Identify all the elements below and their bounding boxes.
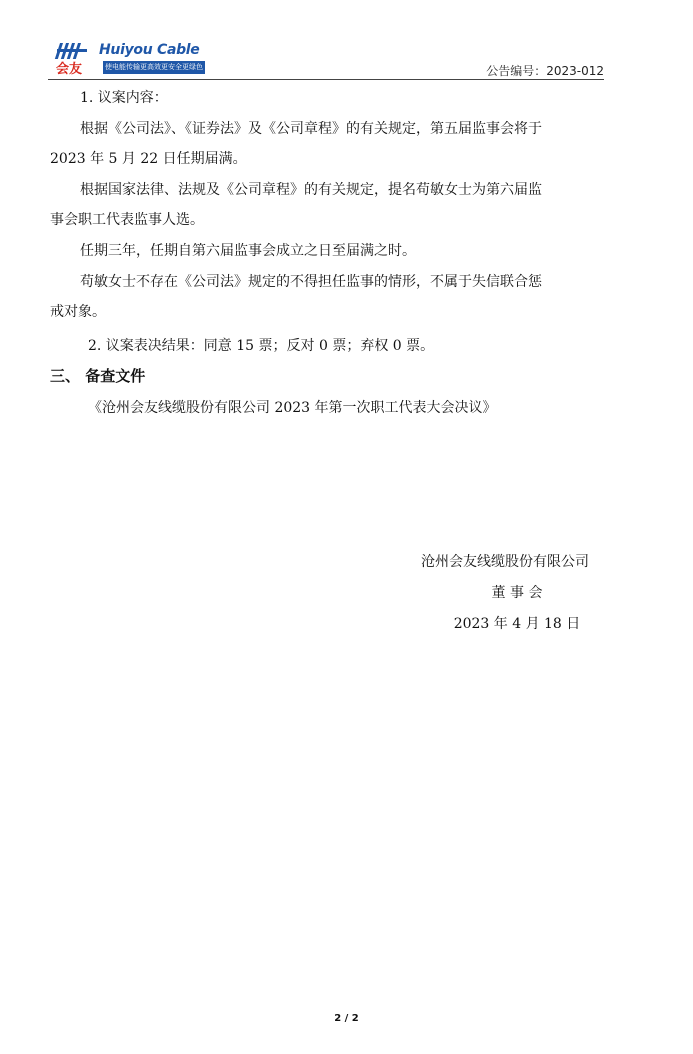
signature-date: 2023 年 4 月 18 日 (453, 616, 581, 632)
item2-vote-result: 2. 议案表决结果：同意 15 票；反对 0 票；弃权 0 票。 (88, 338, 435, 354)
logo-tagline: 使电能传输更高效更安全更绿色 (103, 61, 205, 74)
notice-number: 公告编号：2023-012 (486, 64, 604, 78)
logo-cn-text: 会友 (56, 62, 83, 76)
paragraph-2-line-1: 根据国家法律、法规及《公司章程》的有关规定，提名苟敏女士为第六届监 (80, 182, 542, 198)
paragraph-4-line-2: 戒对象。 (50, 304, 106, 320)
paragraph-1-line-2: 2023 年 5 月 22 日任期届满。 (50, 151, 247, 167)
signature-company: 沧州会友线缆股份有限公司 (421, 554, 589, 570)
paragraph-1-line-1: 根据《公司法》、《证券法》及《公司章程》的有关规定，第五届监事会将于 (80, 121, 542, 137)
paragraph-2-line-2: 事会职工代表监事人选。 (50, 212, 204, 228)
item1-heading: 1. 议案内容： (80, 90, 168, 106)
company-logo (54, 40, 204, 76)
logo-english-text: Huiyou Cable (99, 42, 200, 58)
section-3-title: 三、 备查文件 (50, 367, 146, 385)
page-number: 2 / 2 (334, 1013, 359, 1024)
paragraph-3: 任期三年，任期自第六届监事会成立之日至届满之时。 (80, 243, 416, 259)
paragraph-4-line-1: 苟敏女士不存在《公司法》规定的不得担任监事的情形，不属于失信联合惩 (80, 274, 542, 290)
page-header (48, 36, 604, 80)
header-divider (48, 79, 604, 80)
signature-board: 董 事 会 (491, 585, 543, 601)
logo-mark-icon (54, 40, 92, 76)
reference-document: 《沧州会友线缆股份有限公司 2023 年第一次职工代表大会决议》 (88, 400, 497, 416)
